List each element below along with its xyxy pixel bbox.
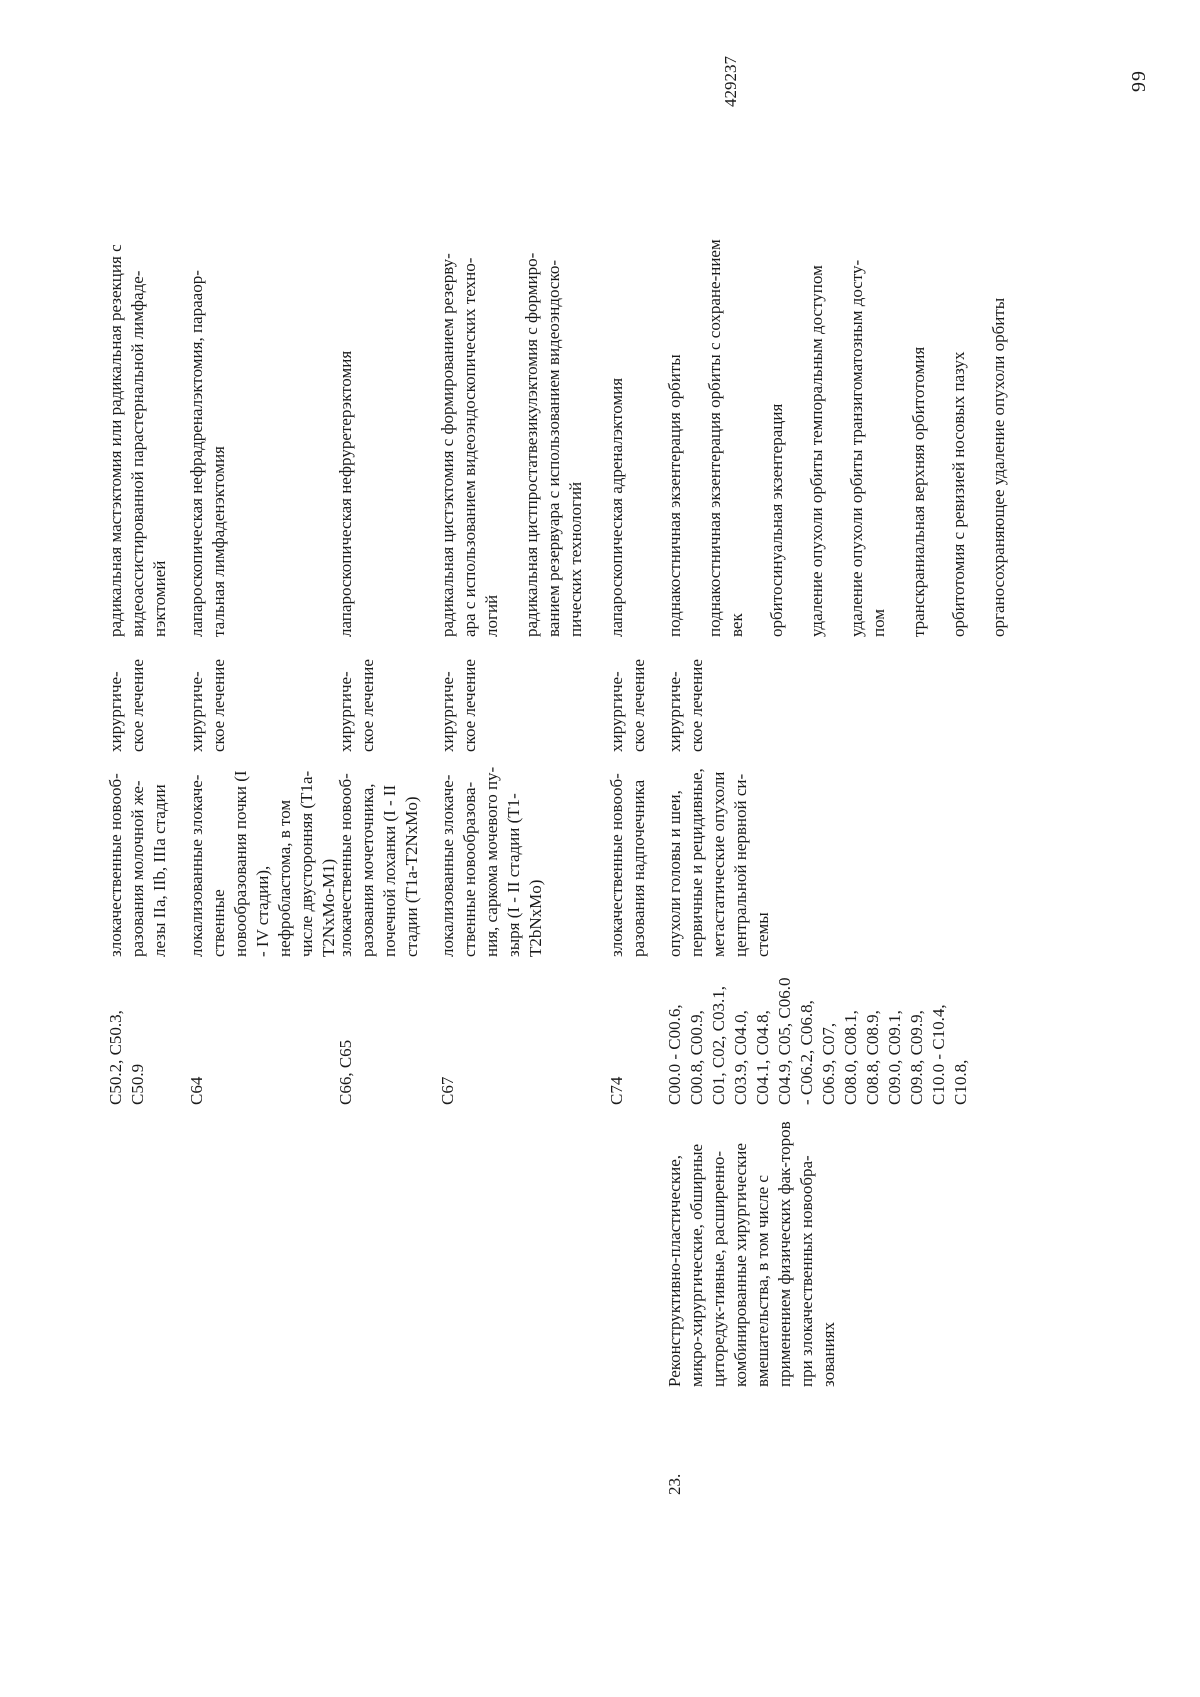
treatment-type: хирургиче-ское лечение bbox=[665, 659, 706, 752]
icd-codes: C00.0 - C00.6, C00.8, C00.9, C01, C02, C03.1, C03.9, C04.0, C04.1, C04.8, C04.9, C05, C06.0 - C06.2, C06.8, C06.9, C07, C08.0, C08.1, C08.8, C08.9, C09.0, C09.1, C09.8, C09.9, C10.0 - C10.4, C10.8, bbox=[665, 977, 970, 1105]
methods bbox=[606, 237, 646, 637]
methods bbox=[335, 237, 375, 637]
icd-codes: C74 bbox=[607, 1076, 626, 1105]
method-item: радикальная цистэктомия с формированием резерву-ара с использованием видеоэндоскопических техно-логий bbox=[438, 253, 501, 637]
icd-codes: C64 bbox=[187, 1076, 206, 1105]
method-item: лапароскопическая адреналэктомия bbox=[607, 377, 626, 637]
row-number: 23. bbox=[665, 1473, 684, 1495]
treatment-type: хирургиче-ское лечение bbox=[438, 659, 479, 752]
diagnosis: опухоли головы и шеи, первичные и рецидивные, метастатические опухоли центральной нервной си-стемы bbox=[665, 768, 772, 957]
method-item: удаление опухоли орбиты транзигоматозным досту-пом bbox=[847, 259, 888, 637]
diagnosis: локализованные злокаче-ственные новообразования почки (I - IV стадии), нефробластома, в том числе двусторонняя (T1a-T2NxMo-M1) bbox=[187, 770, 338, 957]
diagnosis: злокачественные новооб-разования молочной же-лезы IIa, IIb, IIIa стадии bbox=[106, 773, 169, 957]
method-item: радикальная цистпростатвезикулэктомия с формиро-ванием резервуара с использованием видеоэндоско-пических технологий bbox=[522, 252, 585, 637]
method-item: удаление опухоли орбиты темпоральным доступом bbox=[807, 265, 826, 637]
method-item: поднакостничная экзентерация орбиты bbox=[665, 354, 684, 637]
method-item: органосохраняющее удаление опухоли орбиты bbox=[989, 297, 1008, 637]
intervention-name: Реконструктивно-пластические, микро-хирургические, обширные циторедук-тивные, расширенно-комбинированные хирургические вмешательства, в том числе с применением физических фак-торов при злокачественных новообра-зованиях bbox=[665, 1121, 838, 1387]
methods bbox=[664, 237, 1028, 637]
methods bbox=[105, 237, 189, 637]
icd-codes: C66, C65 bbox=[336, 1039, 355, 1105]
diagnosis: злокачественные новооб-разования мочеточника, почечной лоханки (I - II стадии (T1a-T2NxMo) bbox=[336, 773, 421, 957]
treatment-type: хирургиче-ское лечение bbox=[336, 659, 377, 752]
treatment-type: хирургиче-ское лечение bbox=[187, 659, 228, 752]
method-item: транскраниальная верхняя орбитотомия bbox=[909, 346, 928, 637]
treatment-type: хирургиче-ское лечение bbox=[106, 659, 147, 752]
icd-codes: C50.2, C50.3, C50.9 bbox=[106, 1010, 147, 1105]
method-item: орбитосинуальная экзентерация bbox=[767, 403, 786, 637]
method-item: лапароскопическая нефруретерэктомия bbox=[336, 350, 355, 637]
diagnosis: локализованные злокаче-ственные новообразова-ния, саркома мочевого пу-зыря (I - II стадии (T1-T2bNxMo) bbox=[438, 766, 545, 957]
method-item: радикальная мастэктомия или радикальная резекция с видеоассистированной парастернальной лимфаде-нэктомией bbox=[106, 244, 169, 637]
diagnosis: злокачественные новооб-разования надпочечника bbox=[607, 773, 648, 957]
document-code: 429237 bbox=[721, 56, 740, 107]
method-item: лапароскопическая нефрадреналэктомия, парааор-тальная лимфаденэктомия bbox=[187, 270, 228, 637]
methods bbox=[437, 237, 605, 637]
method-item: орбитотомия с ревизией носовых пазух bbox=[949, 351, 968, 637]
method-item: поднакостничная экзентерация орбиты с сохране-нием век bbox=[705, 239, 746, 637]
page-number: 99 bbox=[1128, 70, 1150, 92]
icd-codes: C67 bbox=[438, 1076, 457, 1105]
methods bbox=[186, 237, 248, 637]
treatment-type: хирургиче-ское лечение bbox=[607, 659, 648, 752]
